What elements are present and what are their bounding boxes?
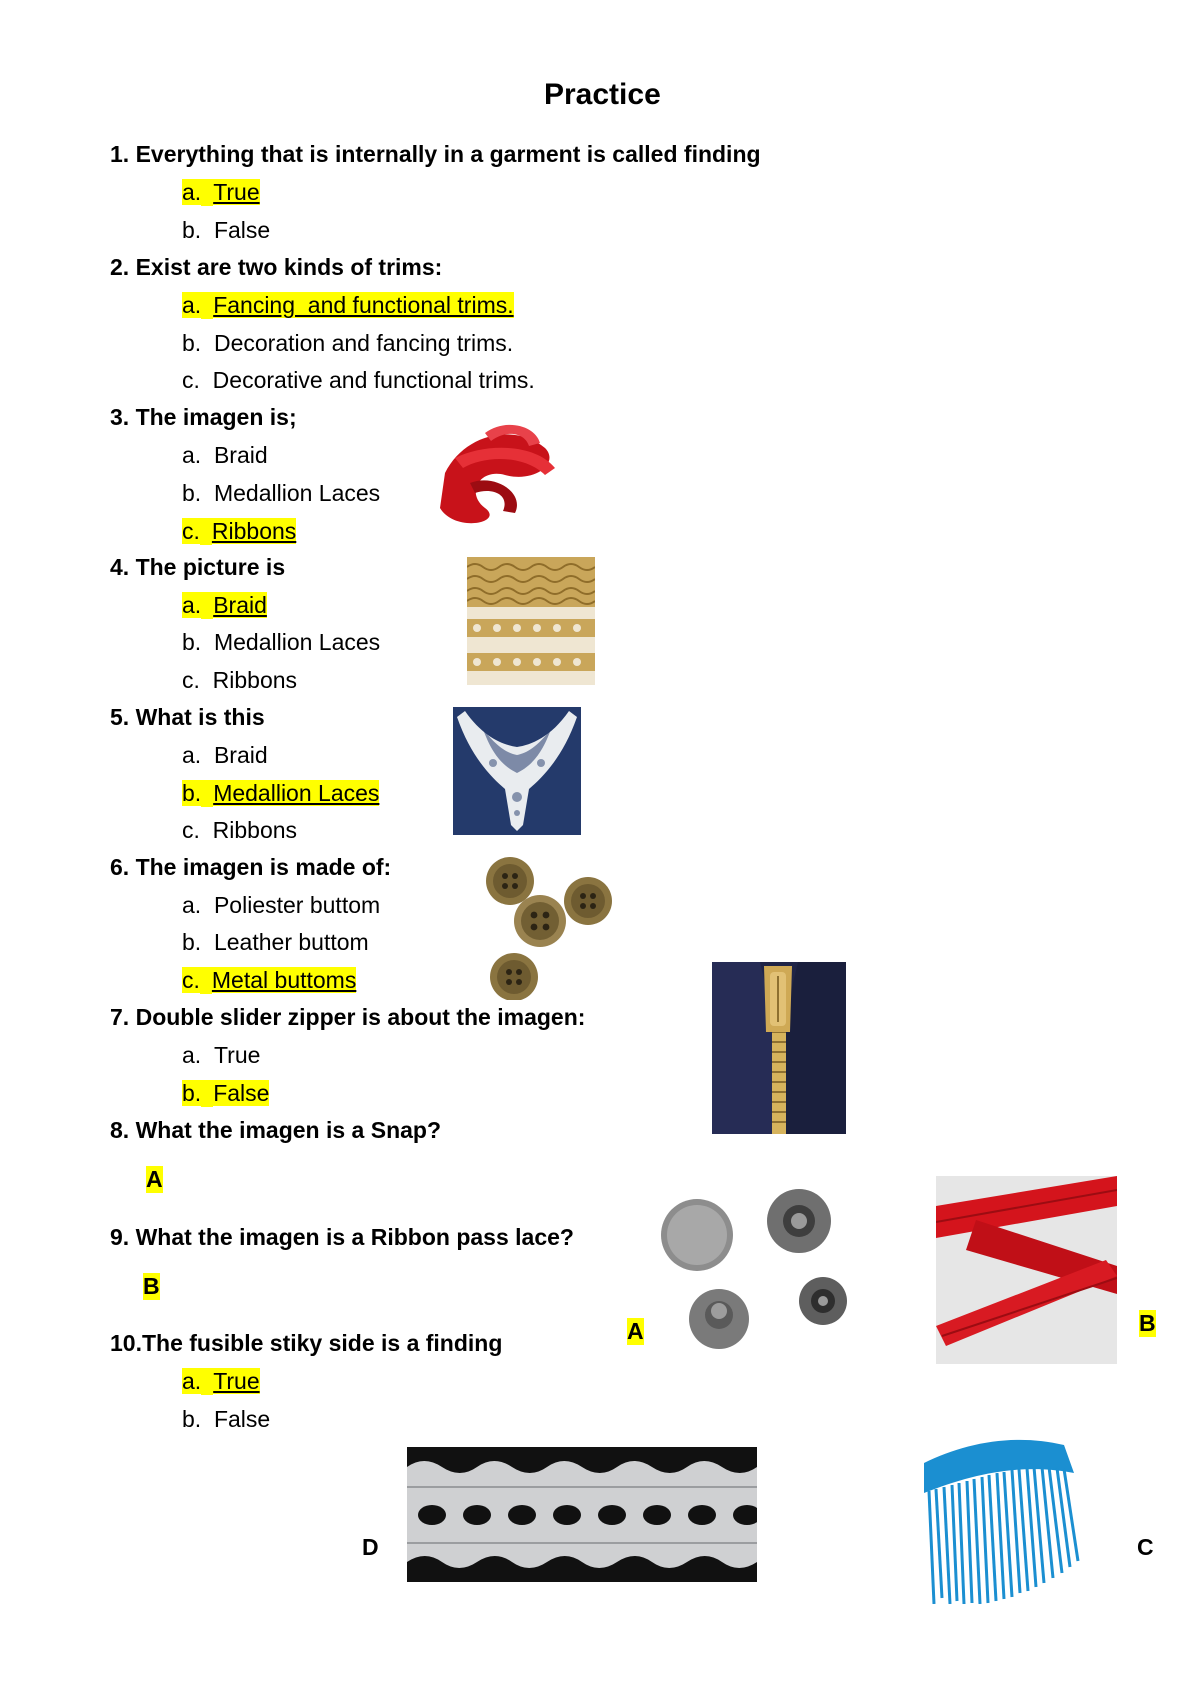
question-number: 6. <box>110 854 130 880</box>
option-letter: a. <box>182 1368 202 1394</box>
question-text: What the imagen is a Ribbon pass lace? <box>135 1224 574 1250</box>
question-text: Double slider zipper is about the imagen: <box>135 1004 586 1030</box>
q4-option-c[interactable] <box>182 667 297 694</box>
q2-option-b[interactable] <box>182 330 513 357</box>
q1-option-b[interactable] <box>182 217 270 244</box>
q5-option-c[interactable] <box>182 817 297 844</box>
question-number: 7. <box>110 1004 130 1030</box>
option-text-correct: Metal buttoms <box>211 967 357 993</box>
option-letter: a. <box>182 1042 202 1068</box>
question-7 <box>110 1004 585 1031</box>
question-text: Exist are two kinds of trims: <box>135 254 443 280</box>
question-number: 3. <box>110 404 130 430</box>
option-letter: a. <box>182 442 202 468</box>
option-letter: a. <box>182 592 202 618</box>
question-number: 2. <box>110 254 130 280</box>
image-label-d: D <box>362 1534 379 1560</box>
q10-option-b[interactable] <box>182 1406 270 1433</box>
option-text: Decoration and fancing trims. <box>213 330 514 356</box>
q8-answer: A <box>146 1166 163 1192</box>
ribbon-pass-lace-image <box>936 1176 1117 1364</box>
option-text: True <box>213 1042 261 1068</box>
question-text: Everything that is internally in a garment is called finding <box>135 141 761 167</box>
question-2 <box>110 254 442 281</box>
q2-option-a[interactable] <box>182 292 514 319</box>
q6-option-b[interactable] <box>182 929 369 956</box>
q1-option-a[interactable] <box>182 179 260 206</box>
option-letter: c. <box>182 367 200 393</box>
option-text: Medallion Laces <box>213 480 381 506</box>
option-text-correct: Medallion Laces <box>213 780 380 806</box>
option-text-correct: Fancing and functional trims. <box>213 292 514 318</box>
braid-image <box>467 557 595 685</box>
option-letter: a. <box>182 292 202 318</box>
option-text: Decorative and functional trims. <box>212 367 535 393</box>
option-letter: b. <box>182 217 202 243</box>
question-text: The picture is <box>135 554 286 580</box>
question-8 <box>110 1117 441 1144</box>
question-text: The imagen is made of: <box>135 854 392 880</box>
page-title: Practice <box>544 78 661 111</box>
option-text: Poliester buttom <box>213 892 381 918</box>
q6-option-c[interactable] <box>182 967 356 994</box>
option-letter: b. <box>182 629 202 655</box>
option-letter: c. <box>182 967 200 993</box>
q5-option-b[interactable] <box>182 780 379 807</box>
ribbon-image <box>425 413 570 539</box>
lace-image <box>407 1447 757 1582</box>
q7-option-a[interactable] <box>182 1042 260 1069</box>
option-text: Ribbons <box>212 667 298 693</box>
question-1 <box>110 141 761 168</box>
option-text: Braid <box>213 442 268 468</box>
option-text: False <box>213 1406 271 1432</box>
snaps-image <box>657 1183 875 1357</box>
q3-option-b[interactable] <box>182 480 380 507</box>
question-number: 9. <box>110 1224 130 1250</box>
option-text: Ribbons <box>212 817 298 843</box>
question-number: 4. <box>110 554 130 580</box>
option-letter: a. <box>182 742 202 768</box>
question-number: 1. <box>110 141 130 167</box>
option-letter: b. <box>182 780 202 806</box>
option-text-correct: Ribbons <box>211 518 297 544</box>
q10-option-a[interactable] <box>182 1368 260 1395</box>
option-letter: b. <box>182 480 202 506</box>
question-6 <box>110 854 391 881</box>
question-text: The fusible stiky side is a finding <box>141 1330 503 1356</box>
q4-option-b[interactable] <box>182 629 380 656</box>
question-text: What is this <box>135 704 265 730</box>
option-letter: b. <box>182 330 202 356</box>
option-letter: c. <box>182 817 200 843</box>
question-text: What the imagen is a Snap? <box>135 1117 442 1143</box>
image-label-c: C <box>1137 1534 1154 1560</box>
option-text-correct: True <box>213 1368 260 1394</box>
question-text: The imagen is; <box>135 404 297 430</box>
question-number: 5. <box>110 704 130 730</box>
option-text: Medallion Laces <box>213 629 381 655</box>
option-text-correct: True <box>213 179 260 205</box>
q6-option-a[interactable] <box>182 892 380 919</box>
question-4 <box>110 554 285 581</box>
option-text-correct: Braid <box>213 592 267 618</box>
option-letter: b. <box>182 1406 202 1432</box>
q2-option-c[interactable] <box>182 367 535 394</box>
q4-option-a[interactable] <box>182 592 267 619</box>
question-9 <box>110 1224 574 1251</box>
option-text: False <box>213 217 271 243</box>
option-letter: c. <box>182 518 200 544</box>
q3-option-a[interactable] <box>182 442 268 469</box>
option-letter: b. <box>182 1080 202 1106</box>
q7-option-b[interactable] <box>182 1080 269 1107</box>
option-text: Leather buttom <box>213 929 369 955</box>
option-letter: a. <box>182 892 202 918</box>
metal-buttons-image <box>478 855 618 1000</box>
zipper-image <box>712 962 846 1134</box>
option-text: Braid <box>213 742 268 768</box>
question-number: 10. <box>110 1330 142 1356</box>
q5-option-a[interactable] <box>182 742 268 769</box>
fringe-image <box>924 1433 1095 1604</box>
question-5 <box>110 704 265 731</box>
medallion-lace-image <box>453 707 581 835</box>
option-text-correct: False <box>213 1080 270 1106</box>
image-label-b: B <box>1139 1310 1156 1336</box>
option-letter: a. <box>182 179 202 205</box>
question-number: 8. <box>110 1117 130 1143</box>
image-label-a: A <box>627 1318 644 1344</box>
question-10 <box>110 1330 502 1357</box>
q3-option-c[interactable] <box>182 518 296 545</box>
q9-answer: B <box>143 1273 160 1299</box>
question-3 <box>110 404 297 431</box>
option-letter: b. <box>182 929 202 955</box>
option-letter: c. <box>182 667 200 693</box>
